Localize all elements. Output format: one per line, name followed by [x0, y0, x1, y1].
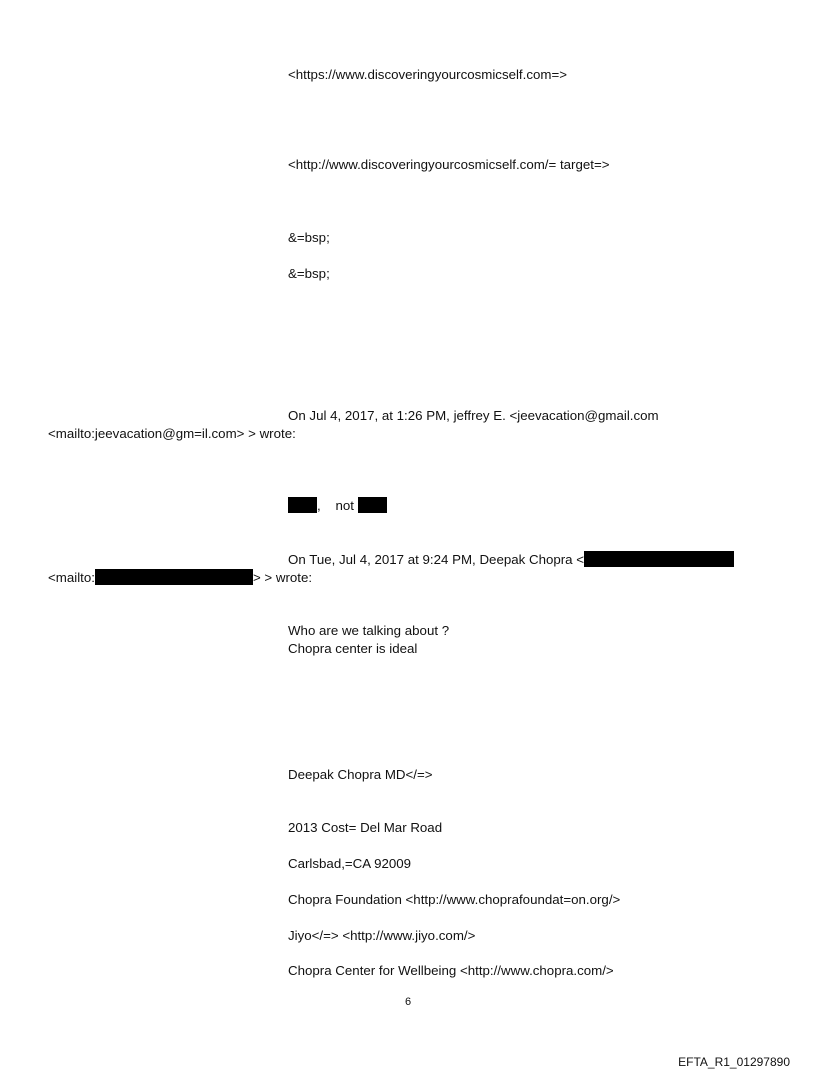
redaction-block [95, 569, 253, 585]
message-line: Who are we talking about ? [288, 623, 450, 638]
signature-wellbeing-link: Chopra Center for Wellbeing <http://www.chopra.com/> [288, 963, 614, 978]
discovering-http-link: <http://www.discoveringyourcosmicself.com/= target=> [288, 157, 610, 172]
quote-header-2-text: On Tue, Jul 4, 2017 at 9:24 PM, Deepak Chopra < [288, 552, 585, 567]
quote-header-2 [288, 551, 734, 568]
document-id: EFTA_R1_01297890 [678, 1055, 790, 1069]
signature-name: Deepak Chopra MD</=> [288, 767, 433, 782]
redaction-block [288, 497, 317, 513]
wrote-suffix: > > wrote: [252, 570, 313, 585]
reply-not: not [335, 498, 354, 513]
message-line: Chopra center is ideal [288, 641, 418, 656]
signature-foundation-link: Chopra Foundation <http://www.choprafoundat=on.org/> [288, 892, 621, 907]
signature-jiyo-link: Jiyo</=> <http://www.jiyo.com/> [288, 928, 476, 943]
signature-address-line: Carlsbad,=CA 92009 [288, 856, 412, 871]
mailto-prefix: <mailto: [48, 570, 95, 585]
signature-address-line: 2013 Cost= Del Mar Road [288, 820, 443, 835]
redaction-block [584, 551, 734, 567]
quote-header-2-continued [48, 569, 312, 586]
nbsp-entity-line: &=bsp; [288, 230, 330, 245]
quote-header-1-continued: <mailto:jeevacation@gm=il.com> > wrote: [48, 426, 296, 441]
redaction-block [358, 497, 387, 513]
page-number: 6 [404, 996, 412, 1008]
quote-header-1: On Jul 4, 2017, at 1:26 PM, jeffrey E. <jeevacation@gmail.com [288, 408, 659, 423]
discovering-https-link: <https://www.discoveringyourcosmicself.com=> [288, 67, 567, 82]
reply-line [288, 497, 387, 514]
nbsp-entity-line: &=bsp; [288, 266, 330, 281]
reply-comma: , [317, 498, 321, 513]
